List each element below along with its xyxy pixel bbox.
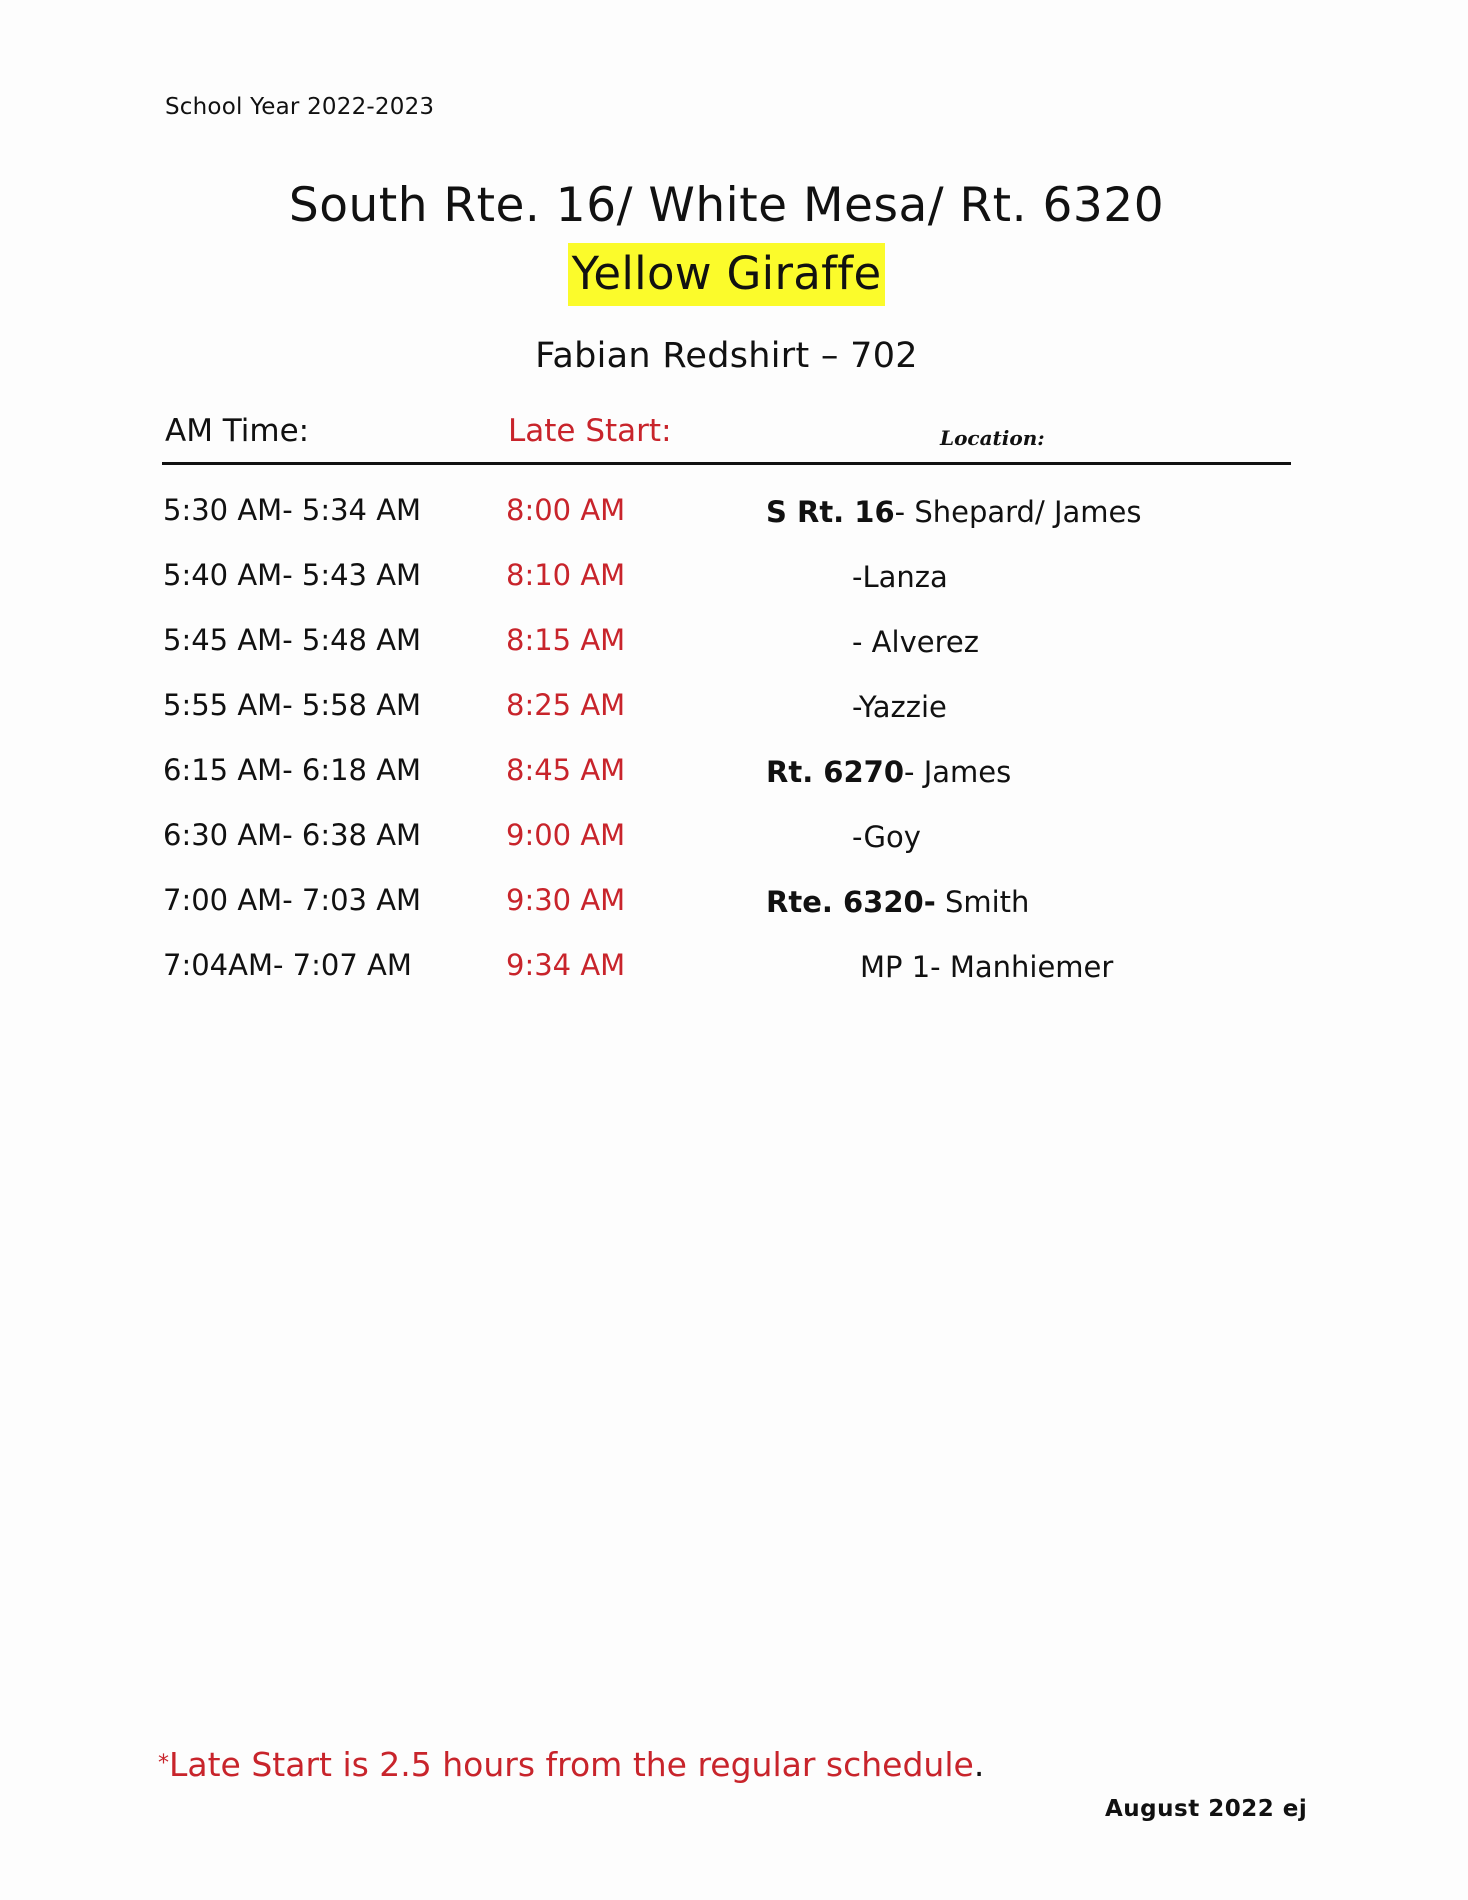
location-cell bbox=[766, 755, 1011, 789]
location-stop: - Alverez bbox=[852, 625, 979, 659]
location-cell bbox=[852, 625, 979, 659]
location-cell bbox=[766, 885, 1029, 919]
location-stop: MP 1- Manhiemer bbox=[860, 950, 1114, 984]
am-time-cell: 5:55 AM- 5:58 AM bbox=[163, 688, 422, 722]
school-year-label: School Year 2022-2023 bbox=[165, 94, 435, 120]
location-route: Rt. 6270 bbox=[766, 755, 905, 789]
am-time-cell: 6:15 AM- 6:18 AM bbox=[163, 753, 422, 787]
late-start-cell: 9:30 AM bbox=[506, 883, 626, 917]
table-row bbox=[0, 948, 1468, 998]
location-stop: - James bbox=[904, 755, 1012, 789]
table-row bbox=[0, 883, 1468, 933]
footer-date: August 2022 ej bbox=[1105, 1796, 1308, 1822]
late-start-footnote bbox=[158, 1745, 984, 1784]
location-stop: -Goy bbox=[852, 820, 921, 854]
am-time-cell: 7:04AM- 7:07 AM bbox=[163, 948, 412, 982]
location-cell bbox=[852, 820, 921, 854]
location-cell bbox=[766, 495, 1141, 529]
am-time-cell: 7:00 AM- 7:03 AM bbox=[163, 883, 422, 917]
late-start-cell: 8:25 AM bbox=[506, 688, 626, 722]
footnote-text: Late Start is 2.5 hours from the regular schedule bbox=[169, 1745, 974, 1784]
late-start-cell: 8:10 AM bbox=[506, 558, 626, 592]
location-route: Rte. 6320- bbox=[766, 885, 936, 919]
late-start-cell: 8:00 AM bbox=[506, 493, 626, 527]
late-start-cell: 8:45 AM bbox=[506, 753, 626, 787]
table-row bbox=[0, 493, 1468, 543]
table-row bbox=[0, 558, 1468, 608]
route-color-name: Yellow Giraffe bbox=[568, 243, 886, 306]
location-stop: -Lanza bbox=[852, 560, 948, 594]
location-cell bbox=[860, 950, 1113, 984]
table-row bbox=[0, 753, 1468, 803]
column-header-late-start: Late Start: bbox=[508, 413, 672, 449]
route-subtitle-wrap bbox=[0, 243, 1453, 306]
footnote-period: . bbox=[973, 1745, 985, 1784]
location-stop: - Shepard/ James bbox=[894, 495, 1142, 529]
location-stop: -Yazzie bbox=[852, 690, 947, 724]
driver-label: Fabian Redshirt – 702 bbox=[535, 336, 918, 376]
location-cell bbox=[852, 690, 947, 724]
location-cell bbox=[852, 560, 948, 594]
am-time-cell: 5:30 AM- 5:34 AM bbox=[163, 493, 422, 527]
am-time-cell: 5:45 AM- 5:48 AM bbox=[163, 623, 422, 657]
am-time-cell: 5:40 AM- 5:43 AM bbox=[163, 558, 422, 592]
late-start-cell: 8:15 AM bbox=[506, 623, 626, 657]
location-stop: Smith bbox=[935, 885, 1030, 919]
route-title: South Rte. 16/ White Mesa/ Rt. 6320 bbox=[288, 178, 1165, 233]
table-row bbox=[0, 688, 1468, 738]
header-divider bbox=[162, 462, 1291, 465]
late-start-cell: 9:00 AM bbox=[506, 818, 626, 852]
late-start-cell: 9:34 AM bbox=[506, 948, 626, 982]
am-time-cell: 6:30 AM- 6:38 AM bbox=[163, 818, 422, 852]
column-header-am-time: AM Time: bbox=[165, 413, 310, 449]
location-route: S Rt. 16 bbox=[766, 495, 895, 529]
column-header-location: Location: bbox=[940, 426, 1045, 450]
table-row bbox=[0, 623, 1468, 673]
footnote-asterisk: * bbox=[158, 1751, 169, 1776]
table-row bbox=[0, 818, 1468, 868]
